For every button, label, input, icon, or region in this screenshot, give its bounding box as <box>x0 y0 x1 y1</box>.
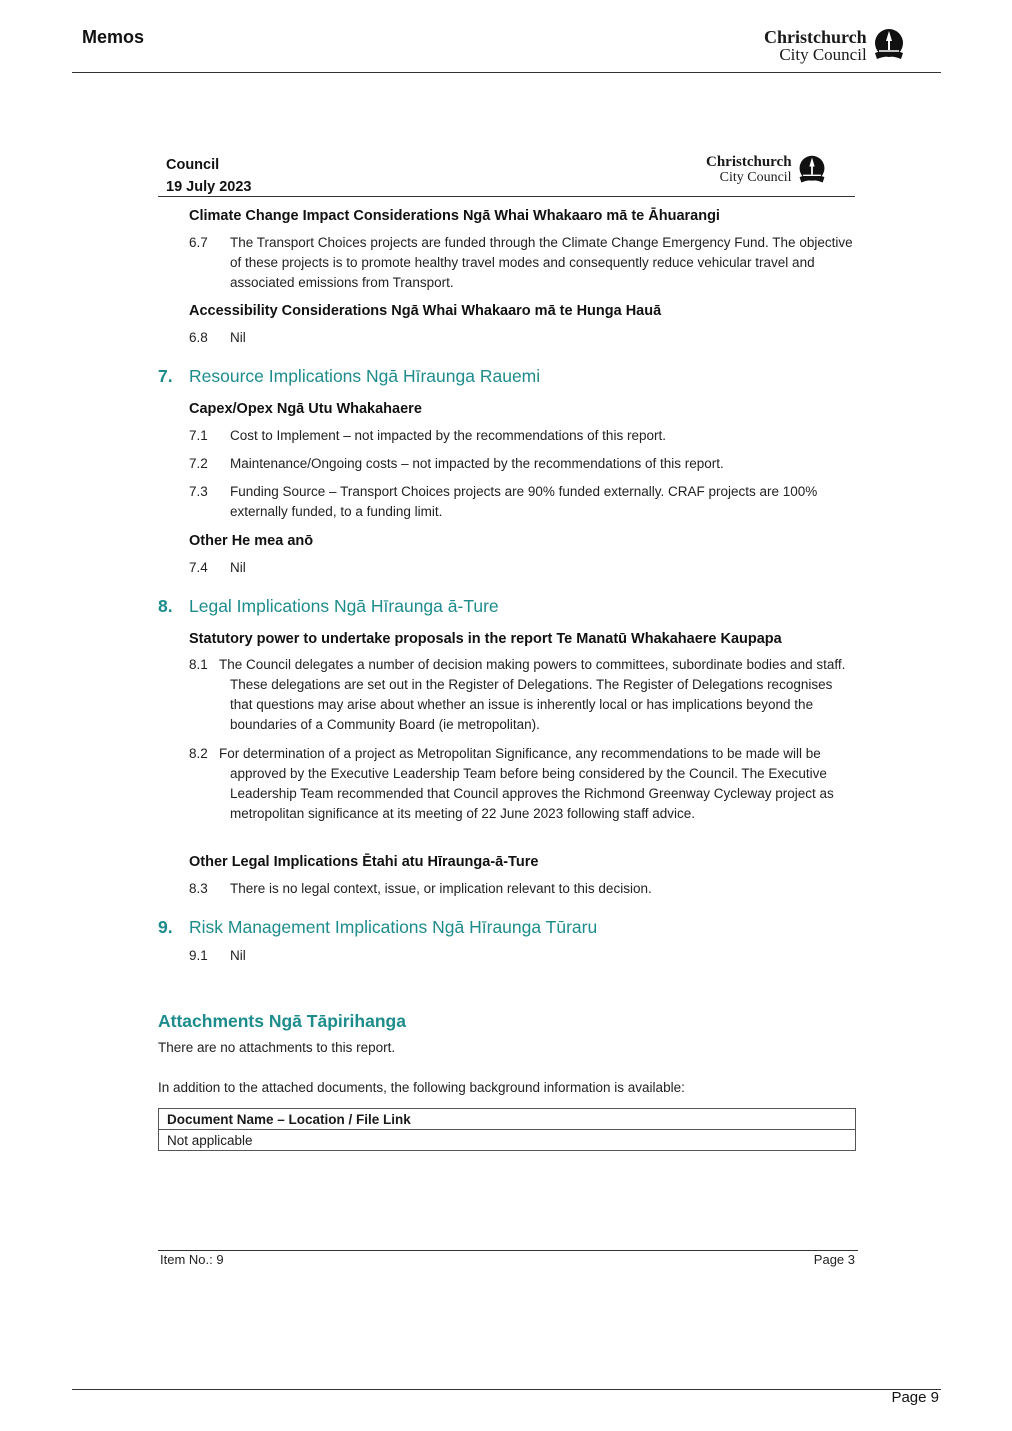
section-9-heading <box>158 917 597 938</box>
other-legal-heading: Other Legal Implications Ētahi atu Hīraunga-ā-Ture <box>189 854 539 870</box>
table-cell: Not applicable <box>159 1130 856 1151</box>
outer-logo-line1: Christchurch <box>764 26 867 47</box>
meeting-date: 19 July 2023 <box>166 179 252 195</box>
table-header-cell: Document Name – Location / File Link <box>159 1109 856 1130</box>
inner-page-number: Page 3 <box>813 1252 855 1267</box>
background-documents-table <box>158 1108 856 1151</box>
section-title: Risk Management Implications Ngā Hīraunga Tūraru <box>189 917 598 937</box>
paragraph-text: Nil <box>230 560 246 575</box>
paragraph-number: 7.2 <box>189 456 208 471</box>
section-number: 9. <box>158 917 173 937</box>
outer-footer-rule <box>72 1389 941 1390</box>
outer-logo <box>764 27 907 63</box>
paragraph-8-2 <box>189 744 857 824</box>
paragraph-number: 9.1 <box>189 948 208 963</box>
inner-logo <box>706 154 828 186</box>
climate-heading: Climate Change Impact Considerations Ngā Whai Whakaaro mā te Āhuarangi <box>189 208 720 224</box>
outer-page-number: Page 9 <box>891 1389 939 1406</box>
paragraph-text: There is no legal context, issue, or implication relevant to this decision. <box>230 881 652 896</box>
paragraph-number: 7.1 <box>189 428 208 443</box>
paragraph-text: Nil <box>230 948 246 963</box>
capex-heading: Capex/Opex Ngā Utu Whakahaere <box>189 401 422 417</box>
table-header-row <box>159 1109 856 1130</box>
paragraph-6-7 <box>189 233 857 293</box>
paragraph-7-1 <box>189 426 857 446</box>
section-8-heading <box>158 596 499 617</box>
paragraph-7-4 <box>189 558 857 578</box>
paragraph-number: 6.7 <box>189 235 208 250</box>
paragraph-7-2 <box>189 454 857 474</box>
paragraph-text: Maintenance/Ongoing costs – not impacted by the recommendations of this report. <box>230 456 724 471</box>
inner-logo-line2: City Council <box>719 170 792 185</box>
section-title: Legal Implications Ngā Hīraunga ā-Ture <box>189 596 499 616</box>
other-heading: Other He mea anō <box>189 533 314 549</box>
paragraph-number: 7.3 <box>189 484 208 499</box>
accessibility-heading: Accessibility Considerations Ngā Whai Whakaaro mā te Hunga Hauā <box>189 303 662 319</box>
cathedral-emblem-icon <box>796 154 828 186</box>
meeting-name: Council <box>166 157 220 173</box>
item-number: Item No.: 9 <box>160 1252 224 1267</box>
paragraph-8-3 <box>189 879 857 899</box>
paragraph-number: 6.8 <box>189 330 208 345</box>
statutory-heading: Statutory power to undertake proposals in the report Te Manatū Whakahaere Kaupapa <box>189 631 782 647</box>
paragraph-number: 8.3 <box>189 881 208 896</box>
paragraph-text: Nil <box>230 330 246 345</box>
paragraph-text: The Council delegates a number of decision making powers to committees, subordinate bodies and staff. These delegations are set out in the Register of Delegations. The Register of Delegations recognises that questions may arise about whether an issue is inherently local or has implications beyond the boundaries of a Community Board (ie metropolitan). <box>219 657 846 732</box>
section-title: Resource Implications Ngā Hīraunga Rauemi <box>189 366 541 386</box>
report-meta <box>166 154 251 198</box>
section-7-heading <box>158 366 540 387</box>
section-number: 7. <box>158 366 173 386</box>
paragraph-text: Funding Source – Transport Choices projects are 90% funded externally. CRAF projects are 100% externally funded, to a funding limit. <box>230 484 818 519</box>
inner-header-rule <box>158 196 855 197</box>
inner-footer-rule <box>158 1250 858 1251</box>
attachments-heading: Attachments Ngā Tāpirihanga <box>158 1011 406 1031</box>
no-attachments-text: There are no attachments to this report. <box>158 1040 396 1055</box>
cathedral-emblem-icon <box>871 27 907 63</box>
paragraph-text: The Transport Choices projects are funded through the Climate Change Emergency Fund. The objective of these projects is to promote healthy travel modes and consequently reduce vehicular travel and associated emissions from Transport. <box>230 235 853 290</box>
paragraph-7-3 <box>189 482 857 522</box>
section-number: 8. <box>158 596 173 616</box>
paragraph-text: For determination of a project as Metropolitan Significance, any recommendations to be made will be approved by the Executive Leadership Team before being considered by the Council. The Executive Leadership Team recommended that Council approves the Richmond Greenway Cycleway project as metropolitan significance at its meeting of 22 June 2023 following staff advice. <box>219 746 834 821</box>
background-info-text: In addition to the attached documents, the following background information is available: <box>158 1080 685 1095</box>
inner-logo-line1: Christchurch <box>706 154 792 170</box>
paragraph-8-1 <box>189 655 857 735</box>
paragraph-6-8 <box>189 328 857 348</box>
paragraph-number: 7.4 <box>189 560 208 575</box>
outer-header-rule <box>72 72 941 73</box>
paragraph-text: Cost to Implement – not impacted by the recommendations of this report. <box>230 428 666 443</box>
outer-logo-line2: City Council <box>779 44 867 64</box>
memos-title: Memos <box>82 27 145 47</box>
paragraph-9-1 <box>189 946 857 966</box>
table-row <box>159 1130 856 1151</box>
paragraph-number: 8.1 <box>189 657 208 672</box>
paragraph-number: 8.2 <box>189 746 208 761</box>
